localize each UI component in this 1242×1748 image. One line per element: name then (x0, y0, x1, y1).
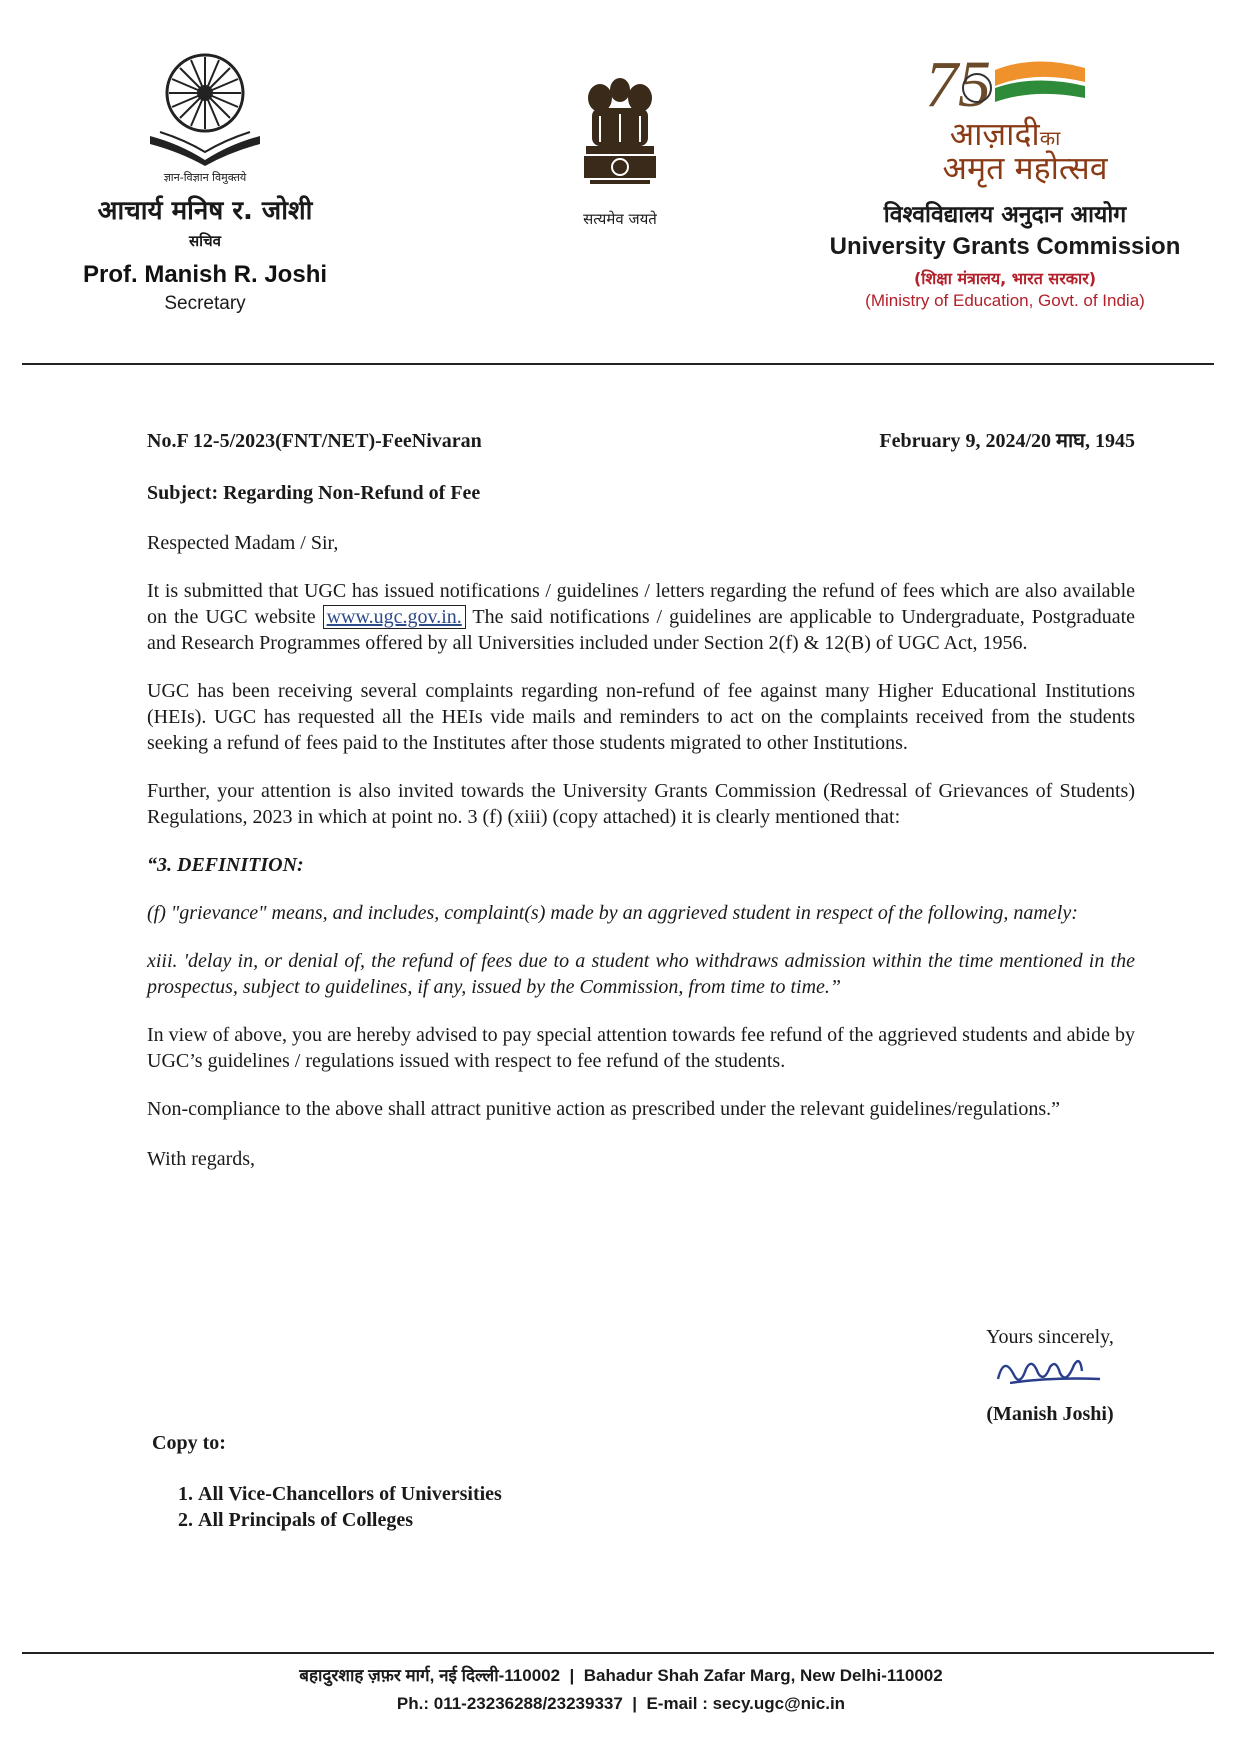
signature-block (960, 1326, 1140, 1426)
salutation: Respected Madam / Sir, (147, 532, 339, 554)
footer (0, 1662, 1242, 1718)
paragraph-3: Further, your attention is also invited towards the University Grants Commission (Redressal of Grievances of Students) Regulations, 2023 in which at point no. 3 (f) (xiii) (copy attached) it is clearly mentioned that: (147, 780, 1135, 828)
secretary-name: Prof. Manish R. Joshi (82, 261, 328, 288)
svg-text:75: 75 (925, 48, 991, 118)
ugc-identity-block (820, 48, 1190, 311)
footer-address: बहादुरशाह ज़फ़र मार्ग, नई दिल्ली-110002 | Bahadur Shah Zafar Marg, New Delhi-110002 (299, 1666, 943, 1685)
ministry: (Ministry of Education, Govt. of India) (865, 291, 1145, 311)
definition-heading: “3. DEFINITION: (147, 854, 304, 876)
paragraph-1-a: It is submitted that UGC has issued notifications / guidelines / letters regarding the refund of fees which are also available on the UGC website (147, 580, 1135, 628)
azadi-line1: आज़ादी (949, 115, 1040, 153)
org-name-hindi: विश्वविद्यालय अनुदान आयोग (883, 202, 1127, 229)
paragraph-2: UGC has been receiving several complaints regarding non-refund of fee against many Higher Educational Institutions (HEIs). UGC has requested all the HEIs vide mails and reminders to act on the complaints received from the students seeking a refund of fees paid to the Institutes after those students migrated to other Institutions. (147, 680, 1135, 754)
azadi-75-logo-icon (915, 48, 1095, 118)
footer-contact: Ph.: 011-23236288/23239337 | E-mail : secy.ugc@nic.in (396, 1694, 846, 1713)
secretary-title: Secretary (164, 293, 246, 314)
ugc-motto: ज्ञान-विज्ञान विमुक्तये (163, 171, 247, 184)
letter-body (147, 428, 1135, 1172)
paragraph-5: Non-compliance to the above shall attract punitive action as prescribed under the relevant guidelines/regulations.” (147, 1098, 1061, 1120)
yours-sincerely: Yours sincerely, (986, 1326, 1114, 1348)
org-name: University Grants Commission (829, 233, 1181, 261)
paragraph-1-b: The said notifications / guidelines are applicable to Undergraduate, Postgraduate and Research Programmes offered by all Universities included under Section 2(f) & 12(B) of UGC Act, 1956. (147, 606, 1136, 654)
footer-divider (22, 1652, 1214, 1654)
signatory-name: (Manish Joshi) (986, 1403, 1114, 1425)
list-item: 2. All Principals of Colleges (198, 1507, 502, 1533)
header-divider (22, 363, 1214, 365)
secretary-title-hindi: सचिव (189, 232, 221, 250)
secretary-name-hindi: आचार्य मनिष र. जोशी (97, 196, 313, 226)
letter-date: February 9, 2024/20 माघ, 1945 (879, 430, 1135, 452)
copy-to-list (152, 1481, 502, 1533)
definition-xiii: xiii. 'delay in, or denial of, the refund of fees due to a student who withdraws admission within the time mentioned in the prospectus, subject to guidelines, if any, issued by the Commission, from time to time.” (147, 950, 1135, 998)
ministry-hindi: (शिक्षा मंत्रालय, भारत सरकार) (913, 269, 1097, 289)
closing: With regards, (147, 1148, 256, 1170)
azadi-ka-amrit-mahotsav (820, 115, 1190, 187)
paragraph-1 (147, 578, 1135, 656)
national-emblem-block (560, 72, 680, 229)
list-item: 1. All Vice-Chancellors of Universities (198, 1481, 502, 1507)
azadi-line2: अमृत महोत्सव (942, 148, 1108, 187)
ugc-website-link[interactable]: www.ugc.gov.in. (323, 605, 466, 629)
signature-icon (990, 1349, 1110, 1393)
reference-line (147, 428, 1135, 454)
secretary-block (60, 48, 350, 315)
paragraph-4: In view of above, you are hereby advised to pay special attention towards fee refund of the aggrieved students and abide by UGC’s guidelines / regulations issued with respect to fee refund of the students. (147, 1024, 1135, 1072)
copy-to-title: Copy to: (152, 1432, 226, 1454)
definition-f: (f) "grievance" means, and includes, complaint(s) made by an aggrieved student in respect of the following, namely: (147, 902, 1078, 924)
azadi-ka: का (1039, 126, 1061, 150)
ashoka-emblem-icon (570, 72, 670, 202)
copy-to (152, 1432, 502, 1533)
subject: Subject: Regarding Non-Refund of Fee (147, 482, 481, 504)
reference-number: No.F 12-5/2023(FNT/NET)-FeeNivaran (147, 430, 482, 452)
ugc-emblem-icon (140, 48, 270, 168)
national-motto: सत्यमेव जयते (583, 210, 657, 228)
